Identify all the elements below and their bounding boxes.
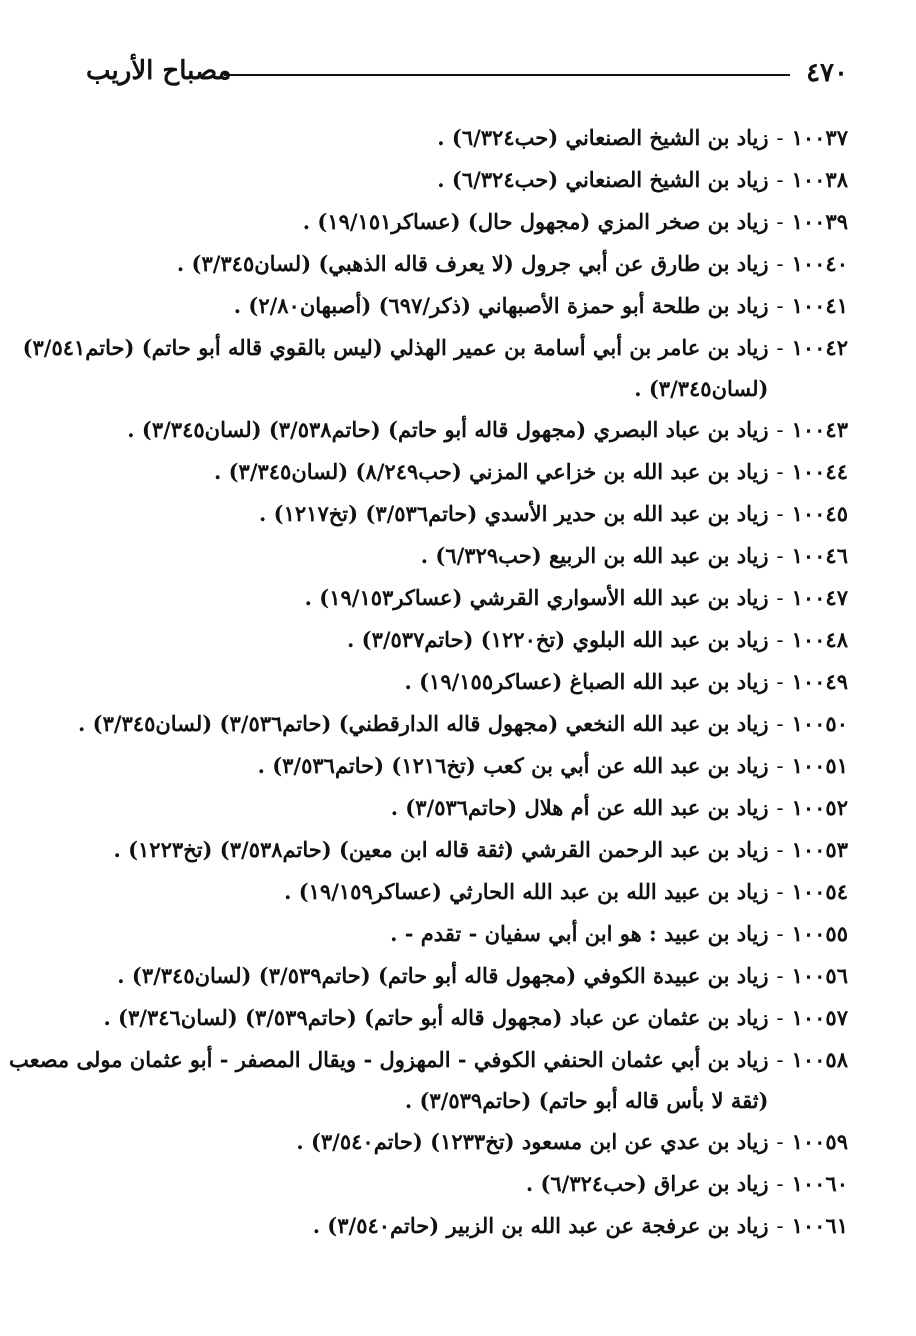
entry-10040	[68, 243, 848, 285]
entry-dash: -	[776, 294, 784, 318]
entry-dash: -	[776, 922, 784, 946]
entry-10044	[68, 451, 848, 493]
entry-10041	[68, 285, 848, 327]
entry-number: ١٠٠٤٦	[791, 543, 848, 568]
entry-text: زياد بن الشيخ الصنعاني (حب٦/٣٢٤) .	[437, 167, 769, 192]
entry-number: ١٠٠٤٠	[791, 251, 848, 276]
entry-10054	[68, 871, 848, 913]
entry-dash: -	[776, 1214, 784, 1238]
entry-text: زياد بن عرفجة عن عبد الله بن الزبير (حاتم٣/٥٤٠) .	[312, 1213, 769, 1238]
entry-text: زياد بن عبد الله بن الربيع (حب٦/٣٢٩) .	[420, 543, 769, 568]
entry-continuation: (ثقة لا بأس قاله أبو حاتم) (حاتم٣/٥٣٩) .	[404, 1088, 769, 1113]
entry-dash: -	[776, 586, 784, 610]
entry-10050	[68, 703, 848, 745]
entry-10060	[68, 1163, 848, 1205]
entry-text: زياد بن عدي عن ابن مسعود (تخ١٢٣٣) (حاتم٣/٥٤٠) .	[296, 1129, 769, 1154]
entry-number: ١٠٠٤٥	[791, 501, 848, 526]
entry-dash: -	[776, 168, 784, 192]
entry-number: ١٠٠٤٩	[791, 669, 848, 694]
entry-text: زياد بن عبيدة الكوفي (مجهول قاله أبو حاتم) (حاتم٣/٥٣٩) (لسان٣/٣٤٥) .	[117, 963, 769, 988]
entry-10042	[22, 327, 848, 409]
entry-text: زياد بن عبد الله الصباغ (عساكر١٩/١٥٥) .	[404, 669, 769, 694]
entry-dash: -	[776, 126, 784, 150]
entry-text: زياد بن عبد الله النخعي (مجهول قاله الدارقطني) (حاتم٣/٥٣٦) (لسان٣/٣٤٥) .	[78, 711, 769, 736]
page-header	[86, 50, 848, 100]
entry-dash: -	[776, 418, 784, 442]
entry-text: زياد بن عبيد : هو ابن أبي سفيان - تقدم - .	[390, 921, 769, 946]
entry-text: زياد بن الشيخ الصنعاني (حب٦/٣٢٤) .	[437, 125, 769, 150]
entry-number: ١٠٠٥٧	[791, 1005, 848, 1030]
entry-dash: -	[776, 336, 784, 360]
entry-10039	[68, 201, 848, 243]
entry-dash: -	[776, 1172, 784, 1196]
entry-number: ١٠٠٦٠	[791, 1171, 848, 1196]
entry-number: ١٠٠٦١	[791, 1213, 848, 1238]
entry-number: ١٠٠٣٨	[791, 167, 848, 192]
entry-text: زياد بن صخر المزي (مجهول حال) (عساكر١٩/١٥١) .	[302, 209, 769, 234]
entry-10058	[8, 1039, 848, 1121]
entry-number: ١٠٠٤١	[791, 293, 848, 318]
entry-10048	[68, 619, 848, 661]
entry-text: زياد بن عبد الله الأسواري القرشي (عساكر١٩/١٥٣) .	[304, 585, 769, 610]
entry-text: زياد بن عباد البصري (مجهول قاله أبو حاتم) (حاتم٣/٥٣٨) (لسان٣/٣٤٥) .	[127, 417, 769, 442]
entry-continuation: (لسان٣/٣٤٥) .	[634, 376, 769, 401]
entry-dash: -	[776, 628, 784, 652]
entry-number: ١٠٠٣٧	[791, 125, 848, 150]
entry-number: ١٠٠٥٩	[791, 1129, 848, 1154]
entry-dash: -	[776, 544, 784, 568]
entry-text: زياد بن عثمان عن عباد (مجهول قاله أبو حاتم) (حاتم٣/٥٣٩) (لسان٣/٣٤٦) .	[103, 1005, 769, 1030]
entry-dash: -	[776, 1048, 784, 1072]
entry-10049	[68, 661, 848, 703]
entry-dash: -	[776, 1130, 784, 1154]
entry-dash: -	[776, 712, 784, 736]
entry-10045	[68, 493, 848, 535]
entry-dash: -	[776, 796, 784, 820]
entry-text: زياد بن عبيد الله بن عبد الله الحارثي (عساكر١٩/١٥٩) .	[284, 879, 769, 904]
entry-text: زياد بن طارق عن أبي جرول (لا يعرف قاله الذهبي) (لسان٣/٣٤٥) .	[176, 251, 769, 276]
entry-dash: -	[776, 460, 784, 484]
entry-10043	[68, 409, 848, 451]
header-rule	[224, 74, 790, 76]
entry-number: ١٠٠٥١	[791, 753, 848, 778]
entry-number: ١٠٠٥٣	[791, 837, 848, 862]
entry-text: زياد بن طلحة أبو حمزة الأصبهاني (ذكر/٦٩٧) (أصبهان٢/٨٠) .	[233, 293, 769, 318]
entry-10052	[68, 787, 848, 829]
entry-10053	[68, 829, 848, 871]
entry-number: ١٠٠٥٦	[791, 963, 848, 988]
entry-10038	[68, 159, 848, 201]
entry-dash: -	[776, 252, 784, 276]
entry-dash: -	[776, 880, 784, 904]
running-title: مصباح الأريب	[86, 56, 232, 86]
entry-10061	[68, 1205, 848, 1247]
entry-dash: -	[776, 838, 784, 862]
entry-text: زياد بن عراق (حب٦/٣٢٤) .	[525, 1171, 769, 1196]
entry-number: ١٠٠٤٤	[791, 459, 848, 484]
entry-number: ١٠٠٥٨	[791, 1047, 848, 1072]
entry-number: ١٠٠٤٣	[791, 417, 848, 442]
entry-number: ١٠٠٥٠	[791, 711, 848, 736]
entry-text: زياد بن عبد الله البلوي (تخ١٢٢٠) (حاتم٣/٥٣٧) .	[347, 627, 769, 652]
entry-10046	[68, 535, 848, 577]
entry-text: زياد بن عبد الله عن أبي بن كعب (تخ١٢١٦) (حاتم٣/٥٣٦) .	[257, 753, 769, 778]
entry-10037	[68, 117, 848, 159]
entry-number: ١٠٠٥٥	[791, 921, 848, 946]
entry-10057	[68, 997, 848, 1039]
entry-dash: -	[776, 210, 784, 234]
entry-number: ١٠٠٣٩	[791, 209, 848, 234]
entry-text: زياد بن أبي عثمان الحنفي الكوفي - المهزول - ويقال المصفر - أبو عثمان مولى مصعب	[8, 1047, 769, 1072]
entry-number: ١٠٠٤٨	[791, 627, 848, 652]
entry-body	[9, 1039, 769, 1121]
entry-dash: -	[776, 964, 784, 988]
entry-text: زياد بن عبد الله عن أم هلال (حاتم٣/٥٣٦) .	[390, 795, 769, 820]
entry-10051	[68, 745, 848, 787]
entry-text: زياد بن عبد الله بن خزاعي المزني (حب٨/٢٤٩) (لسان٣/٣٤٥) .	[213, 459, 769, 484]
entry-number: ١٠٠٤٧	[791, 585, 848, 610]
entry-10056	[68, 955, 848, 997]
entry-text: زياد بن عامر بن أبي أسامة بن عمير الهذلي (ليس بالقوي قاله أبو حاتم) (حاتم٣/٥٤١)	[22, 335, 769, 360]
entry-dash: -	[776, 1006, 784, 1030]
entry-dash: -	[776, 670, 784, 694]
entry-dash: -	[776, 502, 784, 526]
entry-list	[8, 117, 848, 1247]
entry-10047	[68, 577, 848, 619]
entry-body	[23, 327, 769, 409]
entry-number: ١٠٠٥٢	[791, 795, 848, 820]
entry-number: ١٠٠٥٤	[791, 879, 848, 904]
entry-number: ١٠٠٤٢	[791, 335, 848, 360]
entry-text: زياد بن عبد الرحمن القرشي (ثقة قاله ابن معين) (حاتم٣/٥٣٨) (تخ١٢٢٣) .	[113, 837, 769, 862]
entry-10055	[68, 913, 848, 955]
entry-dash: -	[776, 754, 784, 778]
entry-10059	[68, 1121, 848, 1163]
page-number: ٤٧٠	[806, 58, 848, 88]
entry-text: زياد بن عبد الله بن حدير الأسدي (حاتم٣/٥٣٦) (تخ١٢١٧) .	[259, 501, 769, 526]
